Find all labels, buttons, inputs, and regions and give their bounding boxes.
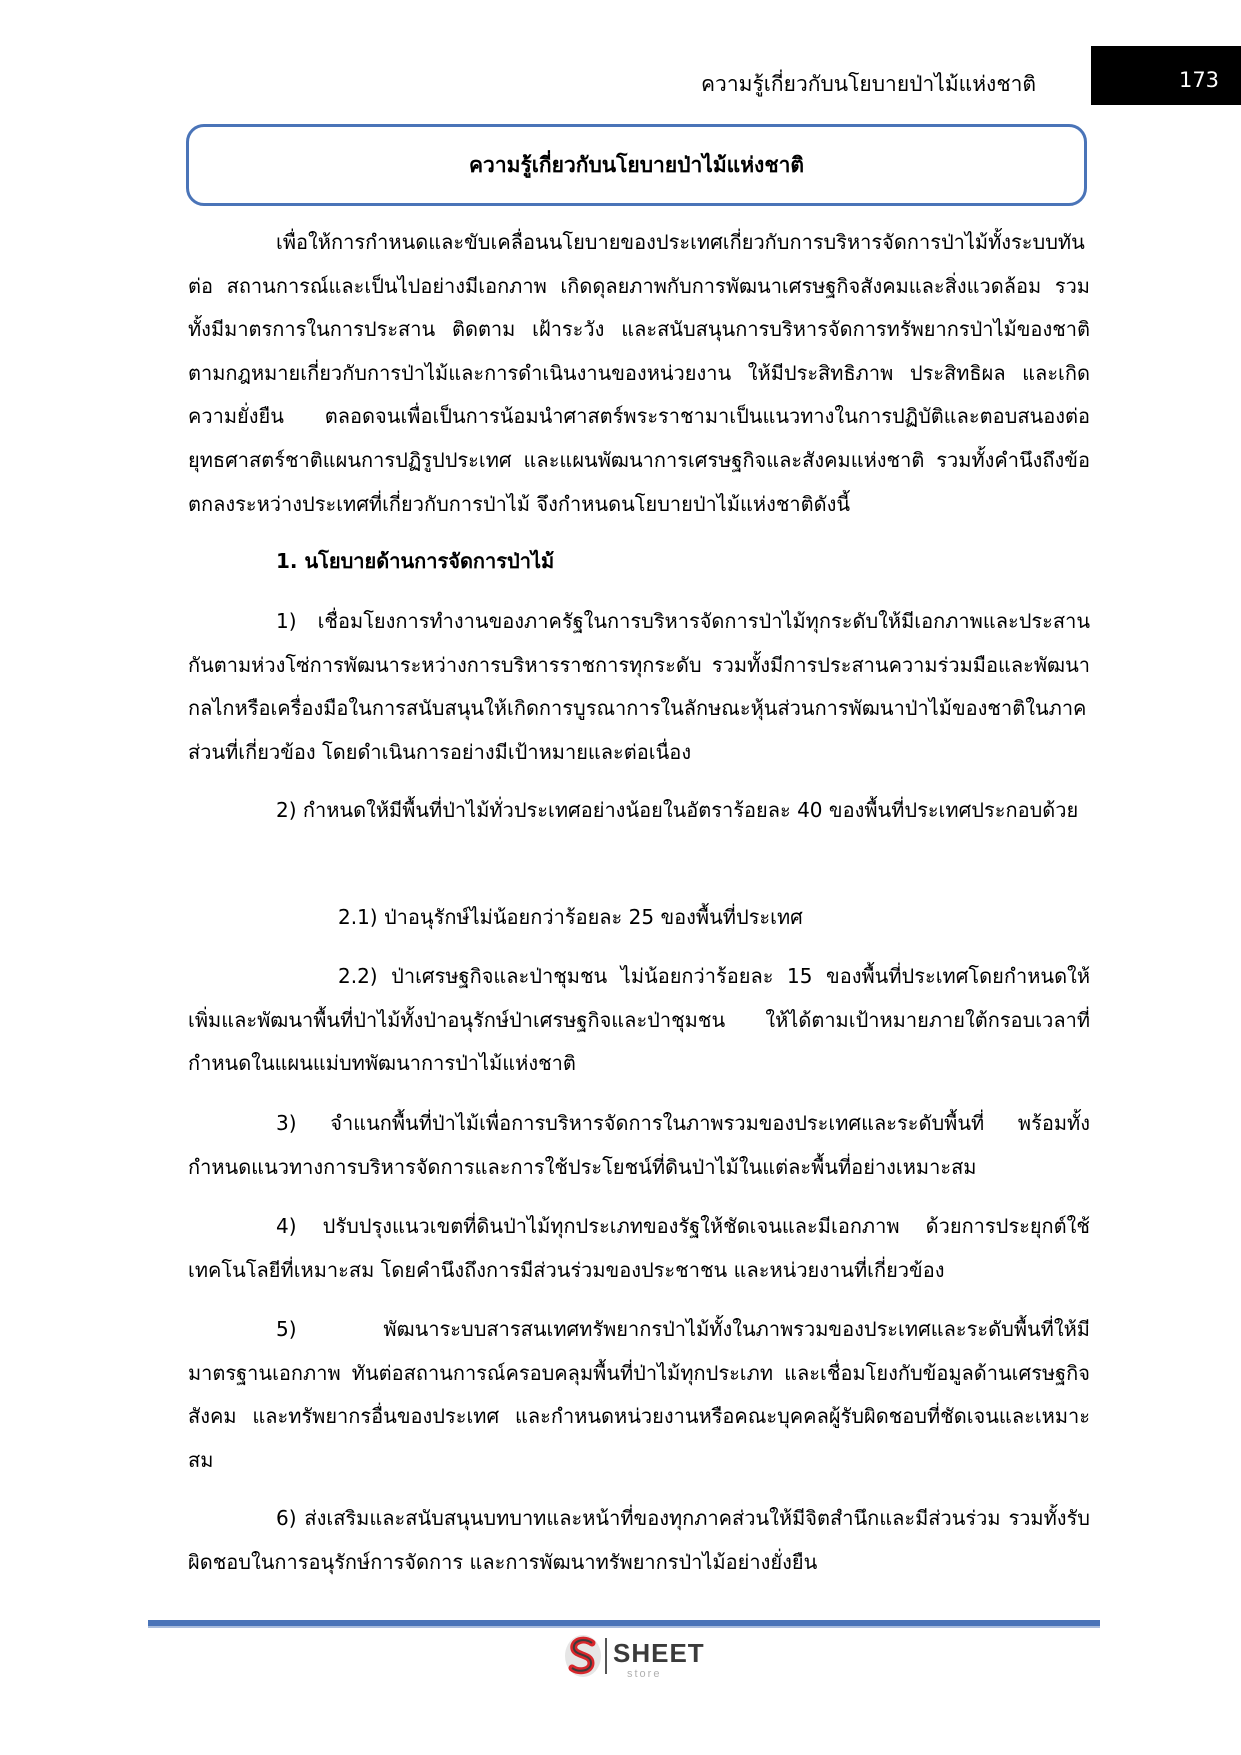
item-2-1-block bbox=[188, 896, 1090, 940]
item-3-block bbox=[188, 1102, 1090, 1189]
logo-subtext: store bbox=[627, 1668, 662, 1680]
section-1-item-2-1: 2.1) ป่าอนุรักษ์ไม่น้อยกว่าร้อยละ 25 ของพื้นที่ประเทศ bbox=[338, 905, 803, 929]
page-number-box bbox=[1091, 46, 1241, 105]
section-1-item-5: 5) พัฒนาระบบสารสนเทศทรัพยากรป่าไม้ทั้งในภาพรวมของประเทศและระดับพื้นที่ให้มีมาตรฐานเอกภาพ ทันต่อสถานการณ์ครอบคลุมพื้นที่ป่าไม้ทุกประเภท และเชื่อมโยงกับข้อมูลด้านเศรษฐกิจ สังคม และทรัพยากรอื่นของประเทศ และกำหนดหน่วยงานหรือคณะบุคคลผู้รับผิดชอบที่ชัดเจนและเหมาะสม bbox=[188, 1317, 1090, 1472]
section-1-item-1: 1) เชื่อมโยงการทำงานของภาครัฐในการบริหารจัดการป่าไม้ทุกระดับให้มีเอกภาพและประสานกันตามห่วงโซ่การพัฒนาระหว่างการบริหารราชการทุกระดับ รวมทั้งมีการประสานความร่วมมือและพัฒนากลไกหรือเครื่องมือในการสนับสนุนให้เกิดการบูรณาการในลักษณะหุ้นส่วนการพัฒนาป่าไม้ของชาติในภาคส่วนที่เกี่ยวข้อง โดยดำเนินการอย่างมีเป้าหมายและต่อเนื่อง bbox=[188, 609, 1090, 764]
logo-text: SHEET bbox=[613, 1638, 705, 1668]
item-2-block bbox=[188, 789, 1090, 833]
document-title: ความรู้เกี่ยวกับนโยบายป่าไม้แห่งชาติ bbox=[469, 152, 804, 177]
logo-divider bbox=[605, 1638, 607, 1674]
header-running-title: ความรู้เกี่ยวกับนโยบายป่าไม้แห่งชาติ bbox=[701, 72, 1036, 96]
sheet-store-logo bbox=[563, 1632, 723, 1684]
section-1-item-3: 3) จำแนกพื้นที่ป่าไม้เพื่อการบริหารจัดการในภาพรวมของประเทศและระดับพื้นที่ พร้อมทั้งกำหนดแนวทางการบริหารจัดการและการใช้ประโยชน์ที่ดินป่าไม้ในแต่ละพื้นที่อย่างเหมาะสม bbox=[188, 1111, 1090, 1179]
item-1-block bbox=[188, 600, 1090, 774]
item-6-block bbox=[188, 1497, 1090, 1584]
item-4-block bbox=[188, 1205, 1090, 1292]
page-number: 173 bbox=[1178, 68, 1220, 92]
sheet-store-emblem-icon bbox=[563, 1632, 603, 1680]
item-2-2-block bbox=[188, 955, 1090, 1086]
section-1-item-4: 4) ปรับปรุงแนวเขตที่ดินป่าไม้ทุกประเภทของรัฐให้ชัดเจนและมีเอกภาพ ด้วยการประยุกต์ใช้เทคโนโลยีที่เหมาะสม โดยคำนึงถึงการมีส่วนร่วมของประชาชน และหน่วยงานที่เกี่ยวข้อง bbox=[188, 1214, 1090, 1282]
section-1-item-6: 6) ส่งเสริมและสนับสนุนบทบาทและหน้าที่ของทุกภาคส่วนให้มีจิตสำนึกและมีส่วนร่วม รวมทั้งรับผิดชอบในการอนุรักษ์การจัดการ และการพัฒนาทรัพยากรป่าไม้อย่างยั่งยืน bbox=[188, 1506, 1090, 1574]
footer-rule bbox=[148, 1620, 1100, 1628]
intro-paragraph: เพื่อให้การกำหนดและขับเคลื่อนนโยบายของประเทศเกี่ยวกับการบริหารจัดการป่าไม้ทั้งระบบทันต่อ สถานการณ์และเป็นไปอย่างมีเอกภาพ เกิดดุลยภาพกับการพัฒนาเศรษฐกิจสังคมและสิ่งแวดล้อม รวมทั้งมีมาตรการในการประสาน ติดตาม เฝ้าระวัง และสนับสนุนการบริหารจัดการทรัพยากรป่าไม้ของชาติตามกฎหมายเกี่ยวกับการป่าไม้และการดำเนินงานของหน่วยงาน ให้มีประสิทธิภาพ ประสิทธิผล และเกิดความยั่งยืน ตลอดจนเพื่อเป็นการน้อมนำศาสตร์พระราชามาเป็นแนวทางในการปฏิบัติและตอบสนองต่อยุทธศาสตร์ชาติแผนการปฏิรูปประเทศ และแผนพัฒนาการเศรษฐกิจและสังคมแห่งชาติ รวมทั้งคำนึงถึงข้อตกลงระหว่างประเทศที่เกี่ยวกับการป่าไม้ จึงกำหนดนโยบายป่าไม้แห่งชาติดังนี้ bbox=[188, 230, 1090, 516]
section-1-heading-block bbox=[188, 540, 1090, 584]
document-title-box bbox=[186, 124, 1087, 206]
section-1-item-2-2: 2.2) ป่าเศรษฐกิจและป่าชุมชน ไม่น้อยกว่าร้อยละ 15 ของพื้นที่ประเทศโดยกำหนดให้เพิ่มและพัฒนาพื้นที่ป่าไม้ทั้งป่าอนุรักษ์ป่าเศรษฐกิจและป่าชุมชน ให้ได้ตามเป้าหมายภายใต้กรอบเวลาที่กำหนดในแผนแม่บทพัฒนาการป่าไม้แห่งชาติ bbox=[188, 964, 1090, 1076]
section-1-item-2: 2) กำหนดให้มีพื้นที่ป่าไม้ทั่วประเทศอย่างน้อยในอัตราร้อยละ 40 ของพื้นที่ประเทศประกอบด้วย bbox=[276, 798, 1079, 822]
section-1-heading: 1. นโยบายด้านการจัดการป่าไม้ bbox=[276, 549, 555, 573]
intro-paragraph-block bbox=[188, 221, 1090, 526]
item-5-block bbox=[188, 1308, 1090, 1482]
